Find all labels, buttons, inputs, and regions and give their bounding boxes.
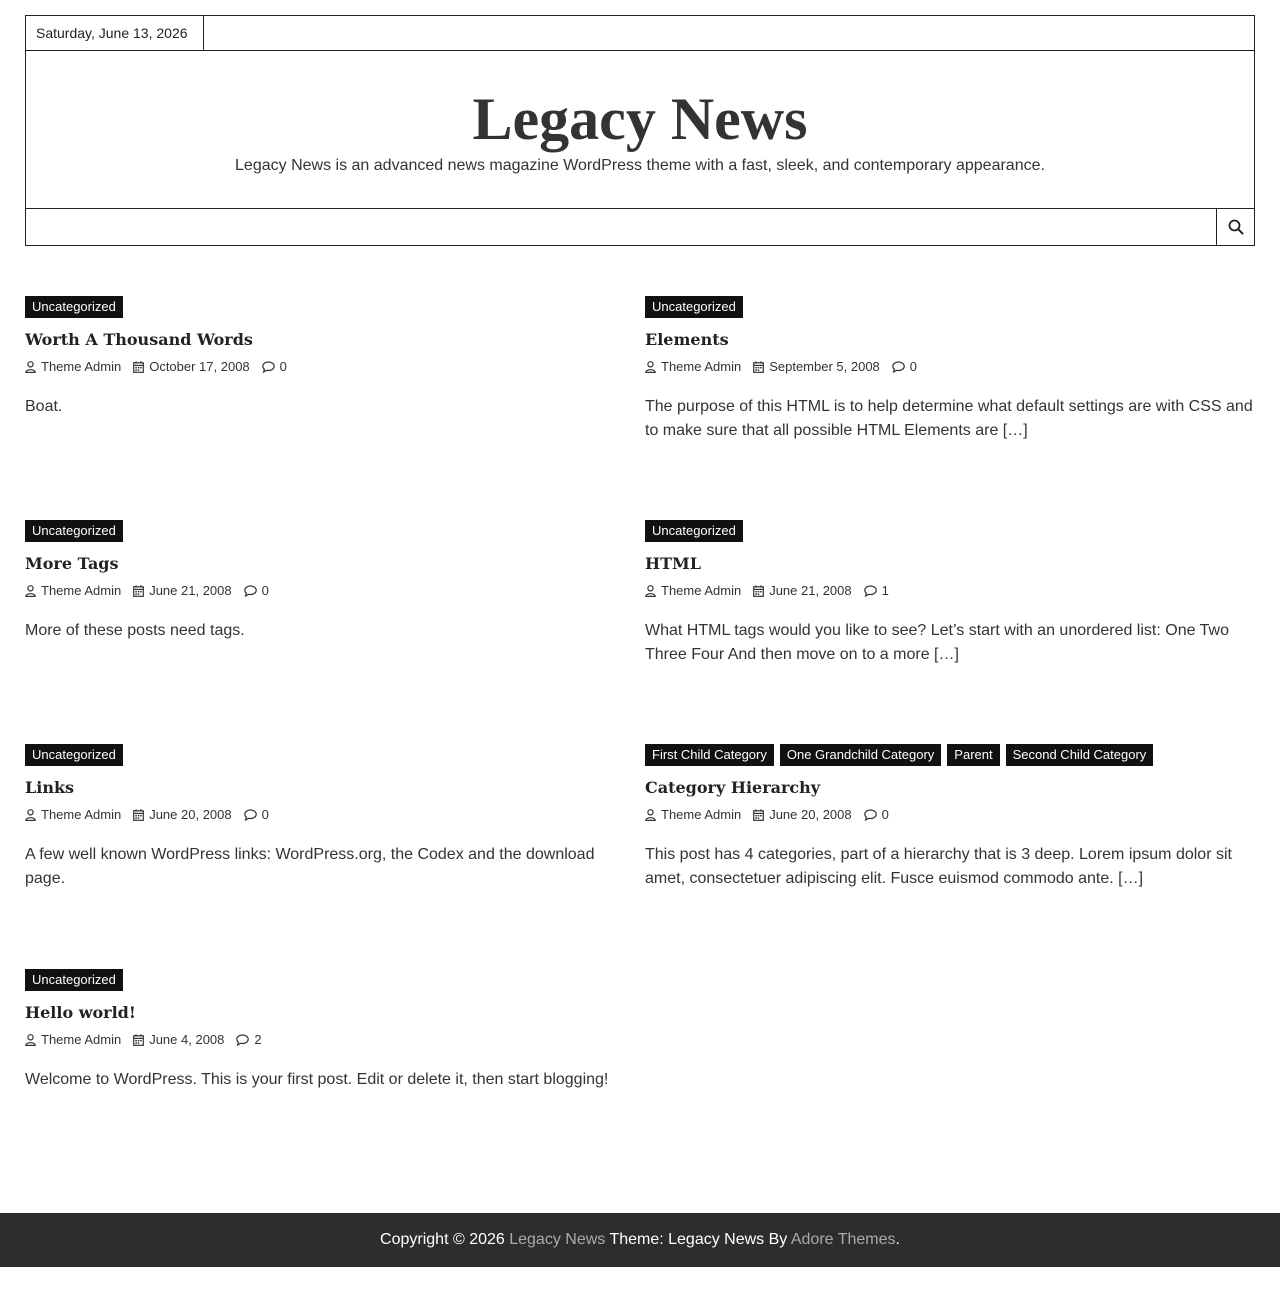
comment-count: 0: [881, 807, 889, 822]
comment-count: 2: [254, 1032, 262, 1047]
category-badge[interactable]: Second Child Category: [1006, 744, 1154, 766]
calendar-icon: [133, 1034, 144, 1046]
search-button[interactable]: [1216, 209, 1254, 245]
main-navigation: [25, 208, 1255, 246]
post-categories: [25, 520, 635, 542]
post-author[interactable]: [645, 359, 741, 375]
calendar-icon: [133, 809, 144, 821]
post-author[interactable]: [645, 807, 741, 823]
footer-middle: Theme: Legacy News By: [605, 1231, 791, 1248]
post-title[interactable]: Hello world!: [25, 1003, 136, 1022]
category-badge[interactable]: First Child Category: [645, 744, 774, 766]
comment-icon: [236, 1034, 249, 1046]
author-name: Theme Admin: [41, 1032, 122, 1047]
category-badge[interactable]: Uncategorized: [645, 520, 743, 542]
post-excerpt: Boat.: [25, 398, 63, 415]
date-text: September 5, 2008: [769, 359, 880, 374]
category-badge[interactable]: Uncategorized: [645, 296, 743, 318]
calendar-icon: [753, 361, 764, 373]
post-meta: [25, 359, 635, 375]
comment-count: 0: [279, 359, 287, 374]
calendar-icon: [753, 585, 764, 597]
site-footer: [0, 1213, 1280, 1267]
post-meta: [25, 583, 635, 599]
author-name: Theme Admin: [661, 583, 742, 598]
author-name: Theme Admin: [661, 359, 742, 374]
post-categories: [645, 520, 1255, 542]
comment-icon: [244, 809, 257, 821]
footer-prefix: Copyright © 2026: [380, 1231, 510, 1248]
calendar-icon: [133, 361, 144, 373]
user-icon: [645, 361, 656, 373]
footer-author-link[interactable]: Adore Themes: [790, 1231, 896, 1248]
comment-count: 0: [261, 807, 269, 822]
site-title[interactable]: Legacy News: [472, 86, 808, 152]
post-date[interactable]: [133, 807, 231, 823]
comment-icon: [864, 809, 877, 821]
date-text: June 4, 2008: [149, 1032, 225, 1047]
site-branding: [25, 50, 1255, 209]
post-comments[interactable]: [262, 359, 287, 375]
comment-count: 0: [261, 583, 269, 598]
search-icon: [1228, 219, 1244, 235]
post-date[interactable]: [133, 359, 249, 375]
post-excerpt: Welcome to WordPress. This is your first post. Edit or delete it, then start blogging!: [25, 1071, 609, 1088]
author-name: Theme Admin: [41, 359, 122, 374]
post-meta: [25, 807, 635, 823]
post-excerpt: More of these posts need tags.: [25, 622, 245, 639]
date-text: October 17, 2008: [149, 359, 250, 374]
user-icon: [25, 809, 36, 821]
footer-site-link[interactable]: Legacy News: [509, 1231, 606, 1248]
post-title[interactable]: Worth A Thousand Words: [25, 330, 253, 349]
post-author[interactable]: [645, 583, 741, 599]
post-comments[interactable]: [236, 1032, 261, 1048]
calendar-icon: [753, 809, 764, 821]
post-excerpt: A few well known WordPress links: WordPress.org, the Codex and the download page.: [25, 846, 595, 887]
post-meta: [25, 1032, 635, 1048]
category-badge[interactable]: Uncategorized: [25, 520, 123, 542]
post-excerpt: This post has 4 categories, part of a hierarchy that is 3 deep. Lorem ipsum dolor sit amet, consectetuer adipiscing elit. Fusce euismod commodo ante. […]: [645, 846, 1232, 887]
post-categories: [645, 296, 1255, 318]
post-author[interactable]: [25, 583, 121, 599]
post-comments[interactable]: [244, 807, 269, 823]
category-badge[interactable]: Uncategorized: [25, 969, 123, 991]
comment-icon: [244, 585, 257, 597]
post-title[interactable]: More Tags: [25, 554, 119, 573]
post-comments[interactable]: [892, 359, 917, 375]
post-card: [645, 296, 1255, 443]
footer-suffix: .: [895, 1231, 900, 1248]
user-icon: [645, 809, 656, 821]
comment-count: 0: [909, 359, 918, 374]
user-icon: [25, 1034, 36, 1046]
post-comments[interactable]: [864, 807, 889, 823]
author-name: Theme Admin: [41, 583, 122, 598]
date-text: June 20, 2008: [769, 807, 852, 822]
post-meta: [645, 359, 1255, 375]
post-excerpt: The purpose of this HTML is to help determine what default settings are with CSS and to make sure that all possible HTML Elements are […]: [645, 398, 1253, 439]
author-name: Theme Admin: [661, 807, 742, 822]
date-text: June 21, 2008: [769, 583, 852, 598]
category-badge[interactable]: Uncategorized: [25, 744, 123, 766]
comment-count: 1: [881, 583, 889, 598]
user-icon: [25, 585, 36, 597]
user-icon: [645, 585, 656, 597]
footer-copyright: [380, 1231, 900, 1249]
post-date[interactable]: [133, 1032, 224, 1048]
post-comments[interactable]: [244, 583, 269, 599]
post-author[interactable]: [25, 807, 121, 823]
comment-icon: [892, 361, 905, 373]
post-author[interactable]: [25, 1032, 121, 1048]
post-title[interactable]: HTML: [645, 554, 701, 573]
post-meta: [645, 807, 1255, 823]
post-excerpt: What HTML tags would you like to see? Let’s start with an unordered list: One Two Three Four And then move on to a more […]: [645, 622, 1229, 663]
comment-icon: [864, 585, 877, 597]
date-text: June 21, 2008: [149, 583, 232, 598]
post-date[interactable]: [753, 807, 851, 823]
category-badge[interactable]: Parent: [947, 744, 999, 766]
post-categories: [25, 744, 635, 766]
calendar-icon: [133, 585, 144, 597]
comment-icon: [262, 361, 275, 373]
post-categories: [645, 744, 1255, 766]
post-card: [25, 744, 635, 891]
date-text: June 20, 2008: [149, 807, 232, 822]
user-icon: [25, 361, 36, 373]
post-date[interactable]: [753, 359, 880, 375]
post-meta: [645, 583, 1255, 599]
post-card: [25, 969, 635, 1092]
site-description: Legacy News is an advanced news magazine WordPress theme with a fast, sleek, and contemporary appearance.: [235, 157, 1045, 174]
author-name: Theme Admin: [41, 807, 122, 822]
current-date: Saturday, June 13, 2026: [26, 16, 204, 50]
top-bar: [25, 15, 1255, 51]
post-date[interactable]: [133, 583, 231, 599]
category-badge[interactable]: Uncategorized: [25, 296, 123, 318]
post-title[interactable]: Links: [25, 778, 75, 797]
post-card: [25, 520, 635, 643]
post-date[interactable]: [753, 583, 851, 599]
post-title[interactable]: Category Hierarchy: [645, 778, 821, 797]
post-comments[interactable]: [864, 583, 889, 599]
post-author[interactable]: [25, 359, 121, 375]
post-card: [645, 744, 1255, 891]
post-title[interactable]: Elements: [645, 330, 729, 349]
post-card: [25, 296, 635, 419]
post-card: [645, 520, 1255, 667]
post-categories: [25, 296, 635, 318]
category-badge[interactable]: One Grandchild Category: [780, 744, 941, 766]
post-categories: [25, 969, 635, 991]
